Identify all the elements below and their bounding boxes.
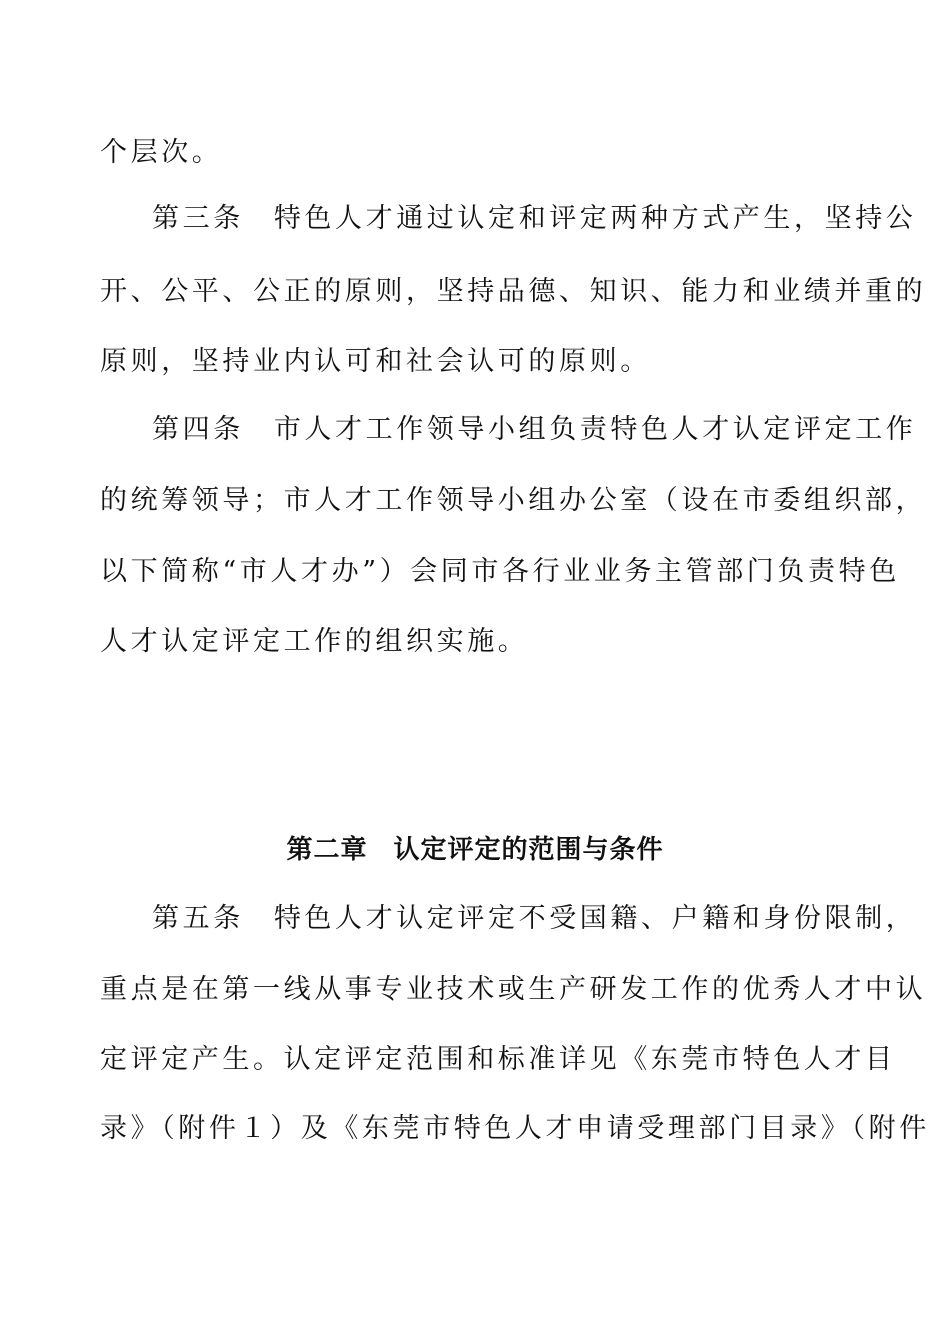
paragraph-text: 特色人才认定评定不受国籍、户籍和身份限制， bbox=[273, 903, 917, 934]
paragraph-line: 重点是在第一线从事专业技术或生产研发工作的优秀人才中认 bbox=[100, 974, 927, 1005]
paragraph-text: 市人才工作领导小组负责特色人才认定评定工作 bbox=[273, 414, 917, 445]
article-number: 第三条 bbox=[152, 203, 244, 234]
article-3-first-line bbox=[152, 202, 917, 236]
paragraph-line: 个层次。 bbox=[100, 137, 223, 168]
article-number: 第五条 bbox=[152, 903, 244, 934]
article-number: 第四条 bbox=[152, 414, 244, 445]
paragraph-line: 的统筹领导；市人才工作领导小组办公室（设在市委组织部， bbox=[100, 485, 927, 516]
article-4-first-line bbox=[152, 413, 917, 447]
paragraph-line: 定评定产生。认定评定范围和标准详见《东莞市特色人才目 bbox=[100, 1044, 896, 1075]
chapter-number: 第二章 bbox=[286, 835, 368, 865]
paragraph-line: 录》（附件１）及《东莞市特色人才申请受理部门目录》（附件 bbox=[100, 1113, 930, 1144]
paragraph-line: 人才认定评定工作的组织实施。 bbox=[100, 626, 529, 657]
paragraph-line: 以下简称“市人才办”）会同市各行业业务主管部门负责特色 bbox=[100, 556, 900, 587]
paragraph-line: 原则，坚持业内认可和社会认可的原则。 bbox=[100, 346, 651, 377]
chapter-heading bbox=[0, 833, 950, 867]
article-5-first-line bbox=[152, 902, 917, 936]
paragraph-text: 特色人才通过认定和评定两种方式产生，坚持公 bbox=[273, 203, 917, 234]
paragraph-line: 开、公平、公正的原则，坚持品德、知识、能力和业绩并重的 bbox=[100, 276, 927, 307]
chapter-title: 认定评定的范围与条件 bbox=[393, 835, 664, 865]
